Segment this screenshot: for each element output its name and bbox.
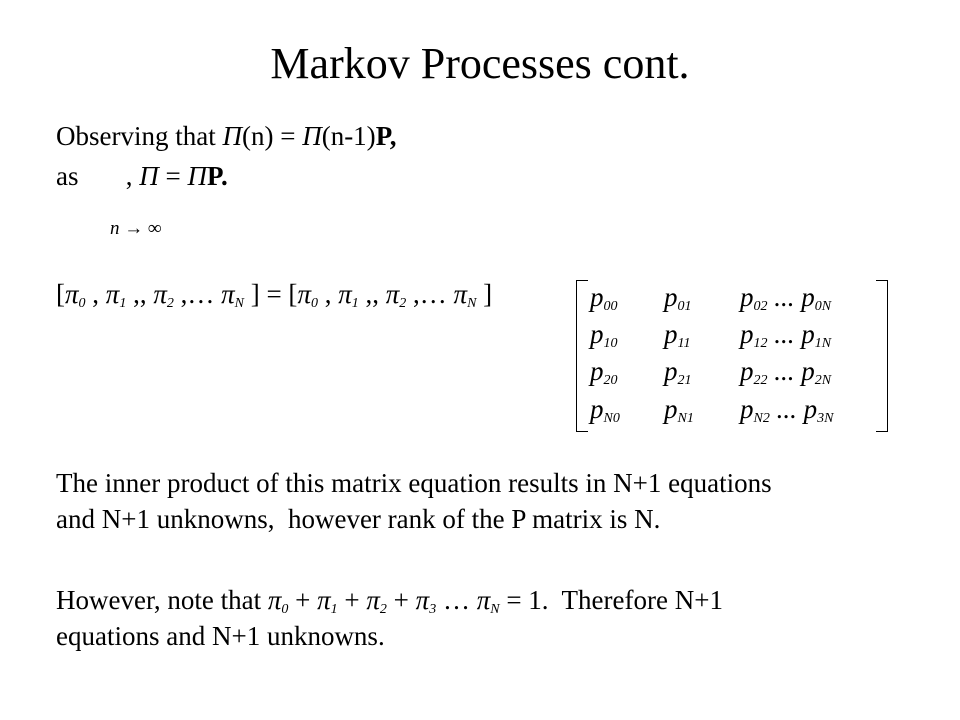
matrix-entry: p	[590, 394, 604, 424]
ellipsis: …	[436, 585, 477, 615]
matrix-row	[590, 281, 831, 313]
text-span: Observing that	[56, 121, 223, 151]
matrix-entry: p	[664, 282, 678, 312]
matrix-entry: p	[801, 356, 815, 386]
matrix-entry: p	[740, 319, 754, 349]
subscript: 0	[310, 296, 318, 311]
steady-state-line	[56, 160, 228, 192]
matrix-entry: p	[801, 319, 815, 349]
bracket: ] = [	[243, 279, 298, 309]
subscript: N2	[753, 411, 770, 426]
plus-sign: +	[288, 585, 318, 615]
matrix-left-bracket	[576, 280, 588, 432]
pi-symbol: Π	[302, 121, 322, 151]
paragraph-line	[56, 582, 723, 618]
matrix-entry: p	[590, 282, 604, 312]
ellipsis: ...	[767, 319, 802, 349]
paragraph-line: equations and N+1 unknowns.	[56, 621, 385, 651]
subscript: N	[234, 296, 244, 311]
subscript: N1	[677, 411, 694, 426]
pi-symbol: π	[385, 279, 400, 309]
pi-symbol: π	[221, 279, 235, 309]
inner-product-paragraph	[56, 465, 772, 537]
subscript: 3N	[817, 411, 834, 426]
subscript: 20	[603, 373, 618, 388]
matrix-entry: p	[664, 356, 678, 386]
matrix-entry: p	[590, 319, 604, 349]
matrix-row	[590, 318, 831, 350]
matrix-entry: p	[740, 356, 754, 386]
pi-symbol: π	[476, 585, 491, 615]
subscript: 1N	[814, 336, 832, 351]
subscript: 3	[429, 602, 437, 617]
subscript: 12	[753, 336, 768, 351]
slide-title: Markov Processes cont.	[270, 39, 690, 88]
pi-symbol: Π	[222, 121, 242, 151]
pi-symbol: π	[338, 279, 352, 309]
text-span: However, note that	[56, 585, 268, 615]
paragraph-line: The inner product of this matrix equation results in N+1 equations	[56, 468, 772, 498]
subscript: 1	[119, 296, 127, 311]
matrix-p-bold: P,	[375, 121, 397, 151]
bracket: ]	[476, 279, 493, 309]
matrix-entry: p	[740, 394, 754, 424]
matrix-entry: p	[664, 394, 678, 424]
subscript: 0N	[814, 299, 832, 314]
subscript: N0	[603, 411, 620, 426]
pi-symbol: Π	[139, 161, 159, 191]
matrix-entry: p	[803, 394, 818, 424]
separator: ,,	[358, 279, 386, 309]
text-span: (n-1)	[321, 121, 376, 151]
separator: ,,	[126, 279, 154, 309]
matrix-row	[590, 393, 833, 425]
subscript: 11	[677, 336, 691, 351]
pi-symbol: π	[415, 585, 430, 615]
pi-symbol: π	[105, 279, 120, 309]
subscript: 2N	[814, 373, 832, 388]
matrix-row	[590, 355, 831, 387]
subscript: 02	[753, 299, 768, 314]
text-span: (n) =	[241, 121, 303, 151]
pi-symbol: π	[317, 585, 331, 615]
ellipsis: ...	[769, 394, 804, 424]
subscript: 01	[677, 299, 692, 314]
separator: ,…	[406, 279, 454, 309]
matrix-entry: p	[801, 282, 815, 312]
plus-sign: +	[337, 585, 367, 615]
subscript: N	[490, 602, 500, 617]
subscript: 1	[351, 296, 359, 311]
subscript: 0	[281, 602, 289, 617]
ellipsis: ...	[767, 356, 802, 386]
text-span: = 1. Therefore N+1	[499, 585, 723, 615]
pi-symbol: Π	[187, 161, 207, 191]
pi-symbol: π	[366, 585, 380, 615]
pi-symbol: π	[297, 279, 311, 309]
subscript: N	[467, 296, 477, 311]
subscript: 21	[677, 373, 692, 388]
subscript: 00	[603, 299, 618, 314]
normalization-paragraph	[56, 582, 723, 654]
subscript: 22	[753, 373, 768, 388]
matrix-right-bracket	[876, 280, 888, 432]
subscript: 2	[166, 296, 174, 311]
subscript: 2	[379, 602, 387, 617]
pi-symbol: π	[153, 279, 167, 309]
matrix-p-bold: P.	[206, 161, 228, 191]
pi-symbol: π	[65, 279, 79, 309]
pi-symbol: π	[267, 585, 282, 615]
text-span: =	[158, 161, 188, 191]
pi-symbol: π	[453, 279, 468, 309]
separator: ,…	[173, 279, 222, 309]
matrix-entry: p	[740, 282, 754, 312]
limit-condition: n → ∞	[110, 218, 162, 239]
bracket: [	[56, 279, 65, 309]
matrix-entry: p	[664, 319, 678, 349]
subscript: 0	[78, 296, 86, 311]
separator: ,	[85, 279, 106, 309]
plus-sign: +	[386, 585, 416, 615]
subscript: 1	[330, 602, 338, 617]
text-span: as ,	[56, 161, 140, 191]
matrix-entry: p	[590, 356, 604, 386]
subscript: 2	[399, 296, 407, 311]
separator: ,	[317, 279, 339, 309]
stationary-equation	[56, 279, 492, 310]
ellipsis: ...	[767, 282, 802, 312]
paragraph-line: and N+1 unknowns, however rank of the P matrix is N.	[56, 504, 661, 534]
observation-line	[56, 120, 396, 152]
subscript: 10	[603, 336, 618, 351]
